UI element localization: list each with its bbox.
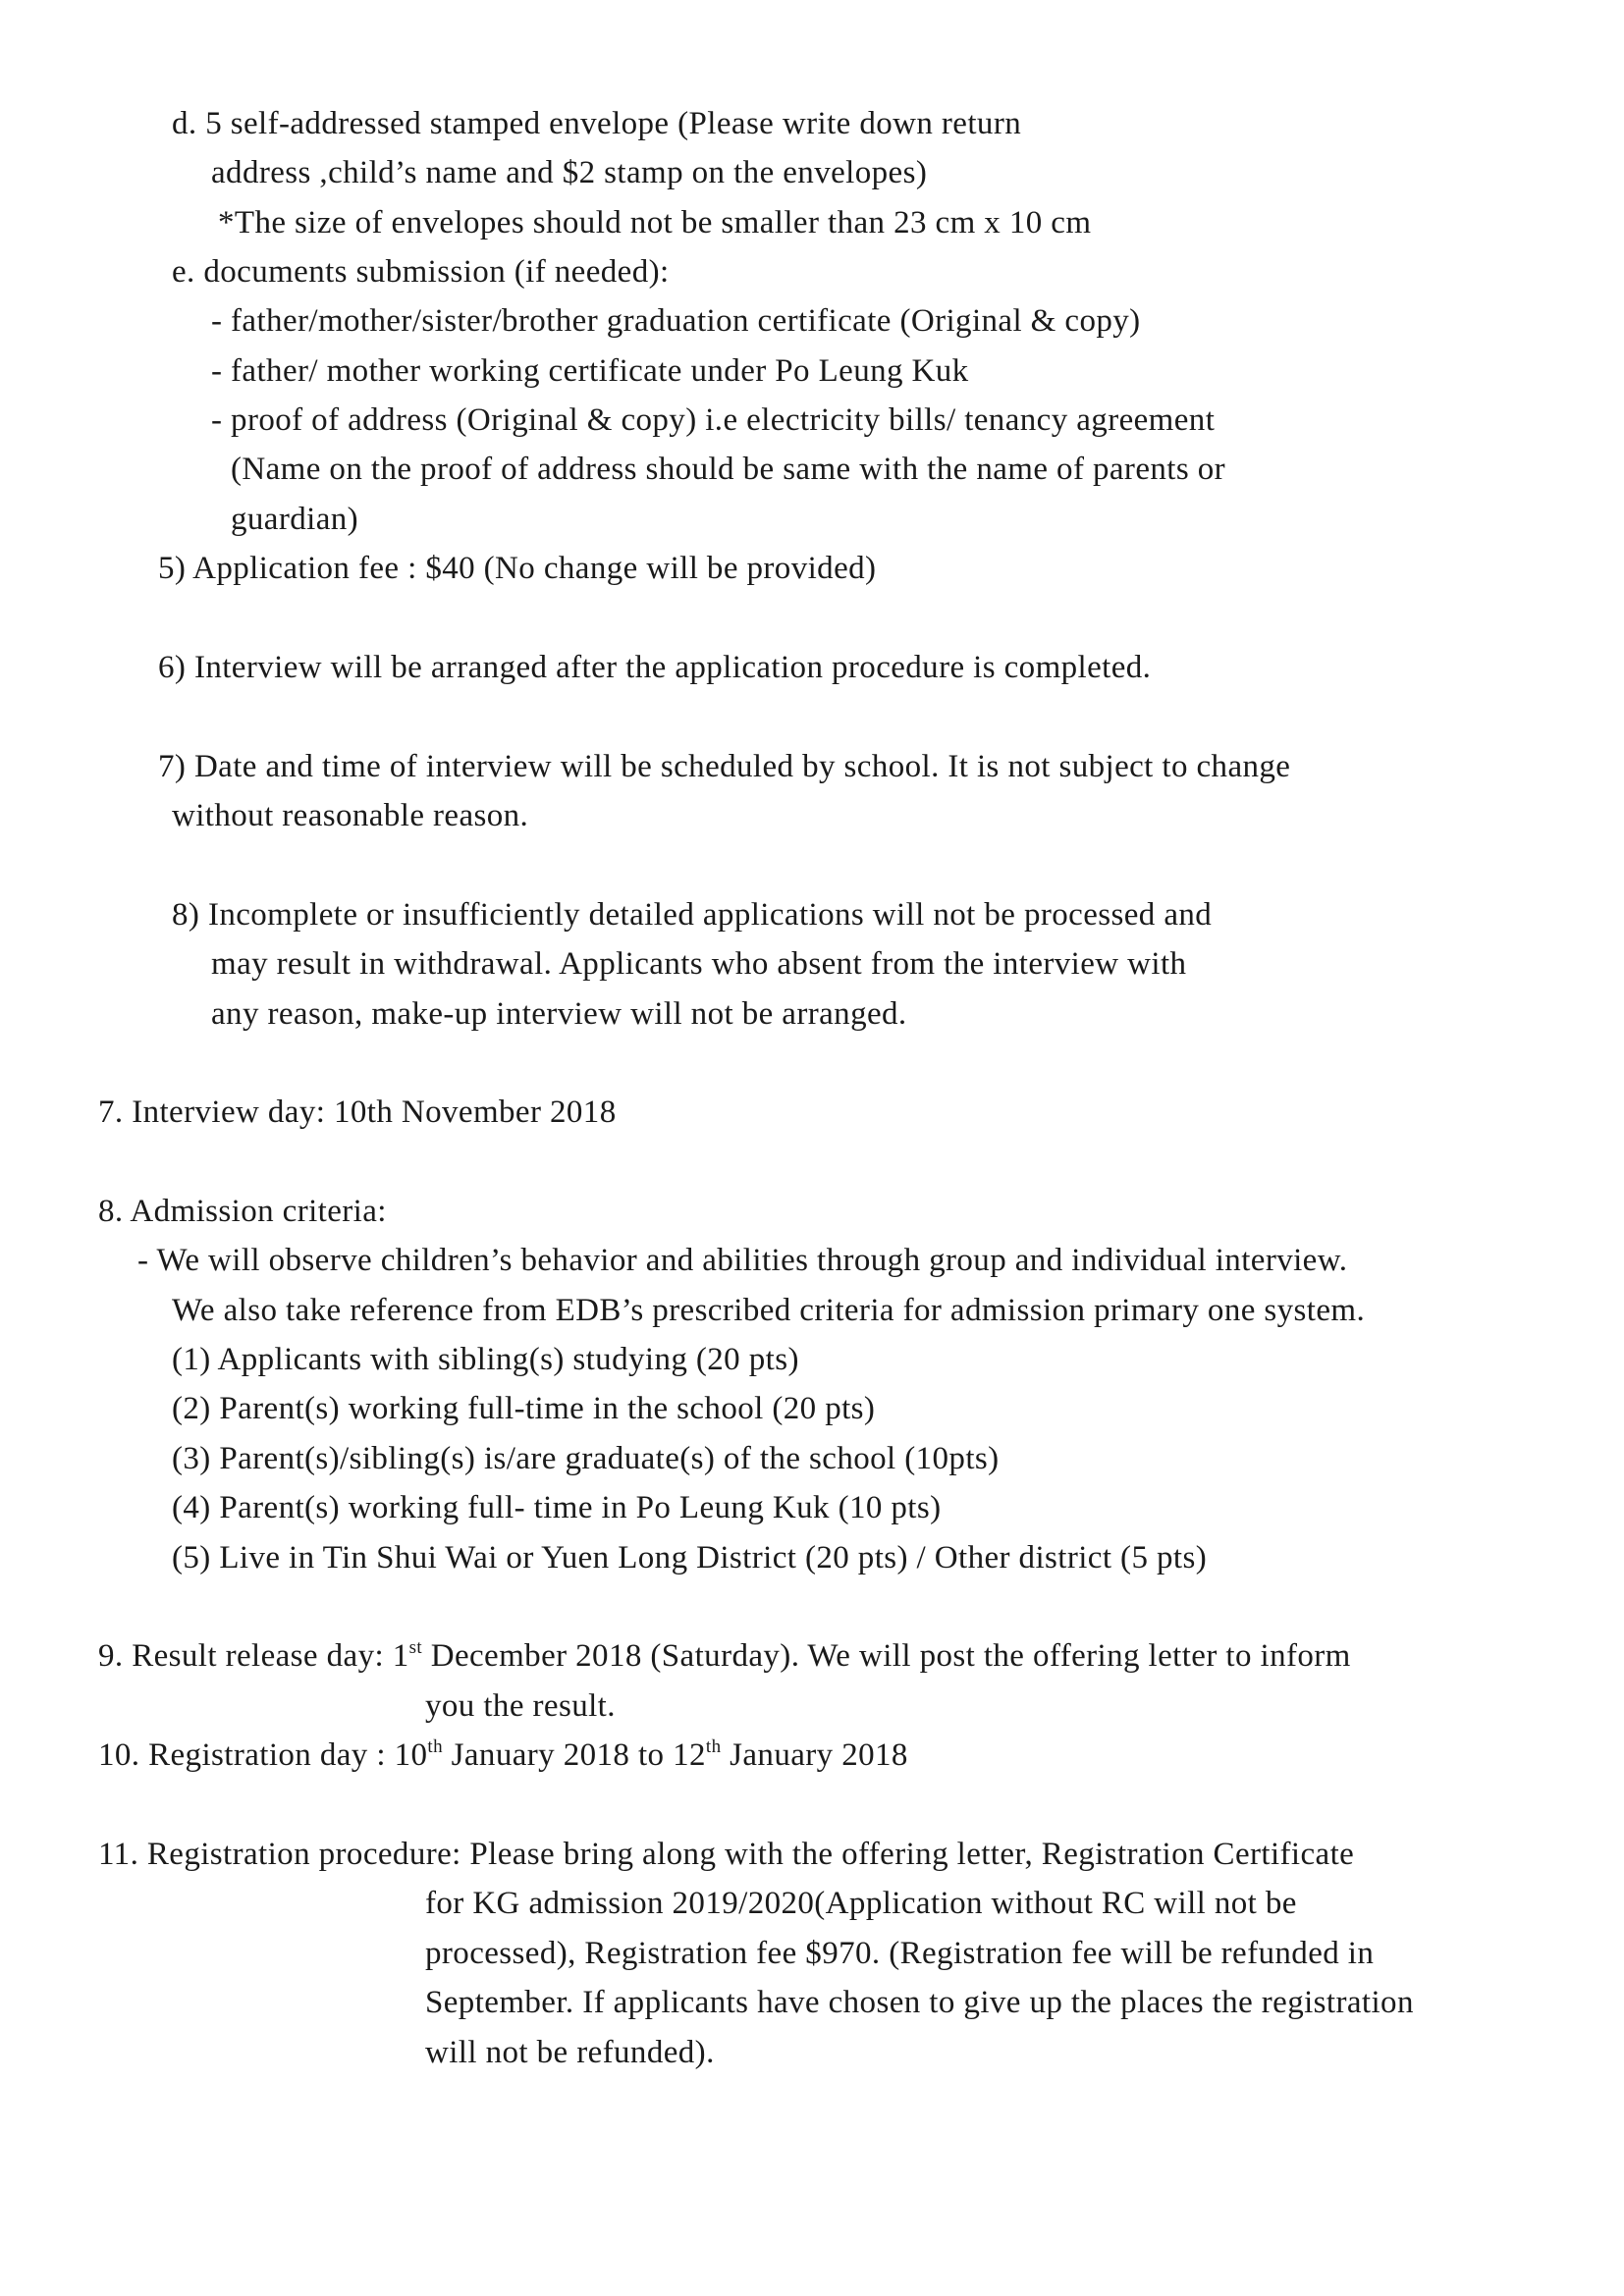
envelope-size-note: *The size of envelopes should not be smaller than 23 cm x 10 cm: [218, 205, 1092, 240]
criteria-item: (2) Parent(s) working full-time in the school (20 pts): [172, 1391, 876, 1426]
result-line-2: you the result.: [425, 1688, 616, 1724]
documents-address-line-2: (Name on the proof of address should be same with the name of parents or: [231, 452, 1226, 487]
result-rest: December 2018 (Saturday). We will post the offering letter to inform: [422, 1638, 1351, 1674]
admission-heading: 8. Admission criteria:: [98, 1194, 387, 1229]
documents-address-line-3: guardian): [231, 502, 359, 537]
registration-end-ordinal: th: [705, 1736, 722, 1757]
interview-arranged: 6) Interview will be arranged after the application procedure is completed.: [158, 650, 1152, 685]
criteria-item: (4) Parent(s) working full- time in Po Leung Kuk (10 pts): [172, 1490, 942, 1525]
criteria-item: (5) Live in Tin Shui Wai or Yuen Long District (20 pts) / Other district (5 pts): [172, 1540, 1208, 1575]
criteria-item: (1) Applicants with sibling(s) studying (20 pts): [172, 1342, 799, 1377]
result-ordinal: st: [408, 1637, 423, 1658]
envelope-item-line-2: address ,child’s name and $2 stamp on the envelopes): [211, 155, 928, 190]
admission-line-1: - We will observe children’s behavior and abilities through group and individual interview.: [137, 1243, 1348, 1278]
registration-day-mid: January 2018 to 12: [442, 1737, 706, 1773]
registration-procedure-line-3: processed), Registration fee $970. (Registration fee will be refunded in: [425, 1936, 1375, 1971]
registration-start-ordinal: th: [427, 1736, 443, 1757]
registration-day: [98, 1735, 908, 1775]
incomplete-line-1: 8) Incomplete or insufficiently detailed applications will not be processed and: [172, 897, 1213, 933]
documents-working: - father/ mother working certificate under Po Leung Kuk: [211, 353, 969, 389]
envelope-item-line-1: d. 5 self-addressed stamped envelope (Please write down return: [172, 106, 1022, 141]
interview-schedule-line-2: without reasonable reason.: [172, 798, 529, 833]
registration-procedure-line-5: will not be refunded).: [425, 2035, 715, 2070]
application-fee: 5) Application fee : $40 (No change will be provided): [158, 551, 877, 586]
incomplete-line-3: any reason, make-up interview will not be arranged.: [211, 996, 907, 1032]
result-release-day: [98, 1636, 1351, 1676]
registration-procedure-line-4: September. If applicants have chosen to give up the places the registration: [425, 1985, 1414, 2020]
criteria-item: (3) Parent(s)/sibling(s) is/are graduate(s) of the school (10pts): [172, 1441, 1000, 1476]
documents-graduation: - father/mother/sister/brother graduation certificate (Original & copy): [211, 303, 1141, 339]
documents-address-line-1: - proof of address (Original & copy) i.e electricity bills/ tenancy agreement: [211, 402, 1216, 438]
registration-procedure-line-2: for KG admission 2019/2020(Application without RC will not be: [425, 1886, 1297, 1921]
documents-heading: e. documents submission (if needed):: [172, 254, 670, 290]
result-label: 9. Result release day: 1: [98, 1638, 409, 1674]
registration-day-end: January 2018: [721, 1737, 908, 1773]
interview-day: 7. Interview day: 10th November 2018: [98, 1095, 617, 1130]
interview-schedule-line-1: 7) Date and time of interview will be scheduled by school. It is not subject to change: [158, 749, 1291, 784]
admission-line-2: We also take reference from EDB’s prescribed criteria for admission primary one system.: [172, 1293, 1366, 1328]
registration-procedure-line-1: 11. Registration procedure: Please bring along with the offering letter, Registration Certificate: [98, 1837, 1355, 1872]
registration-day-label: 10. Registration day : 10: [98, 1737, 428, 1773]
incomplete-line-2: may result in withdrawal. Applicants who absent from the interview with: [211, 946, 1187, 982]
